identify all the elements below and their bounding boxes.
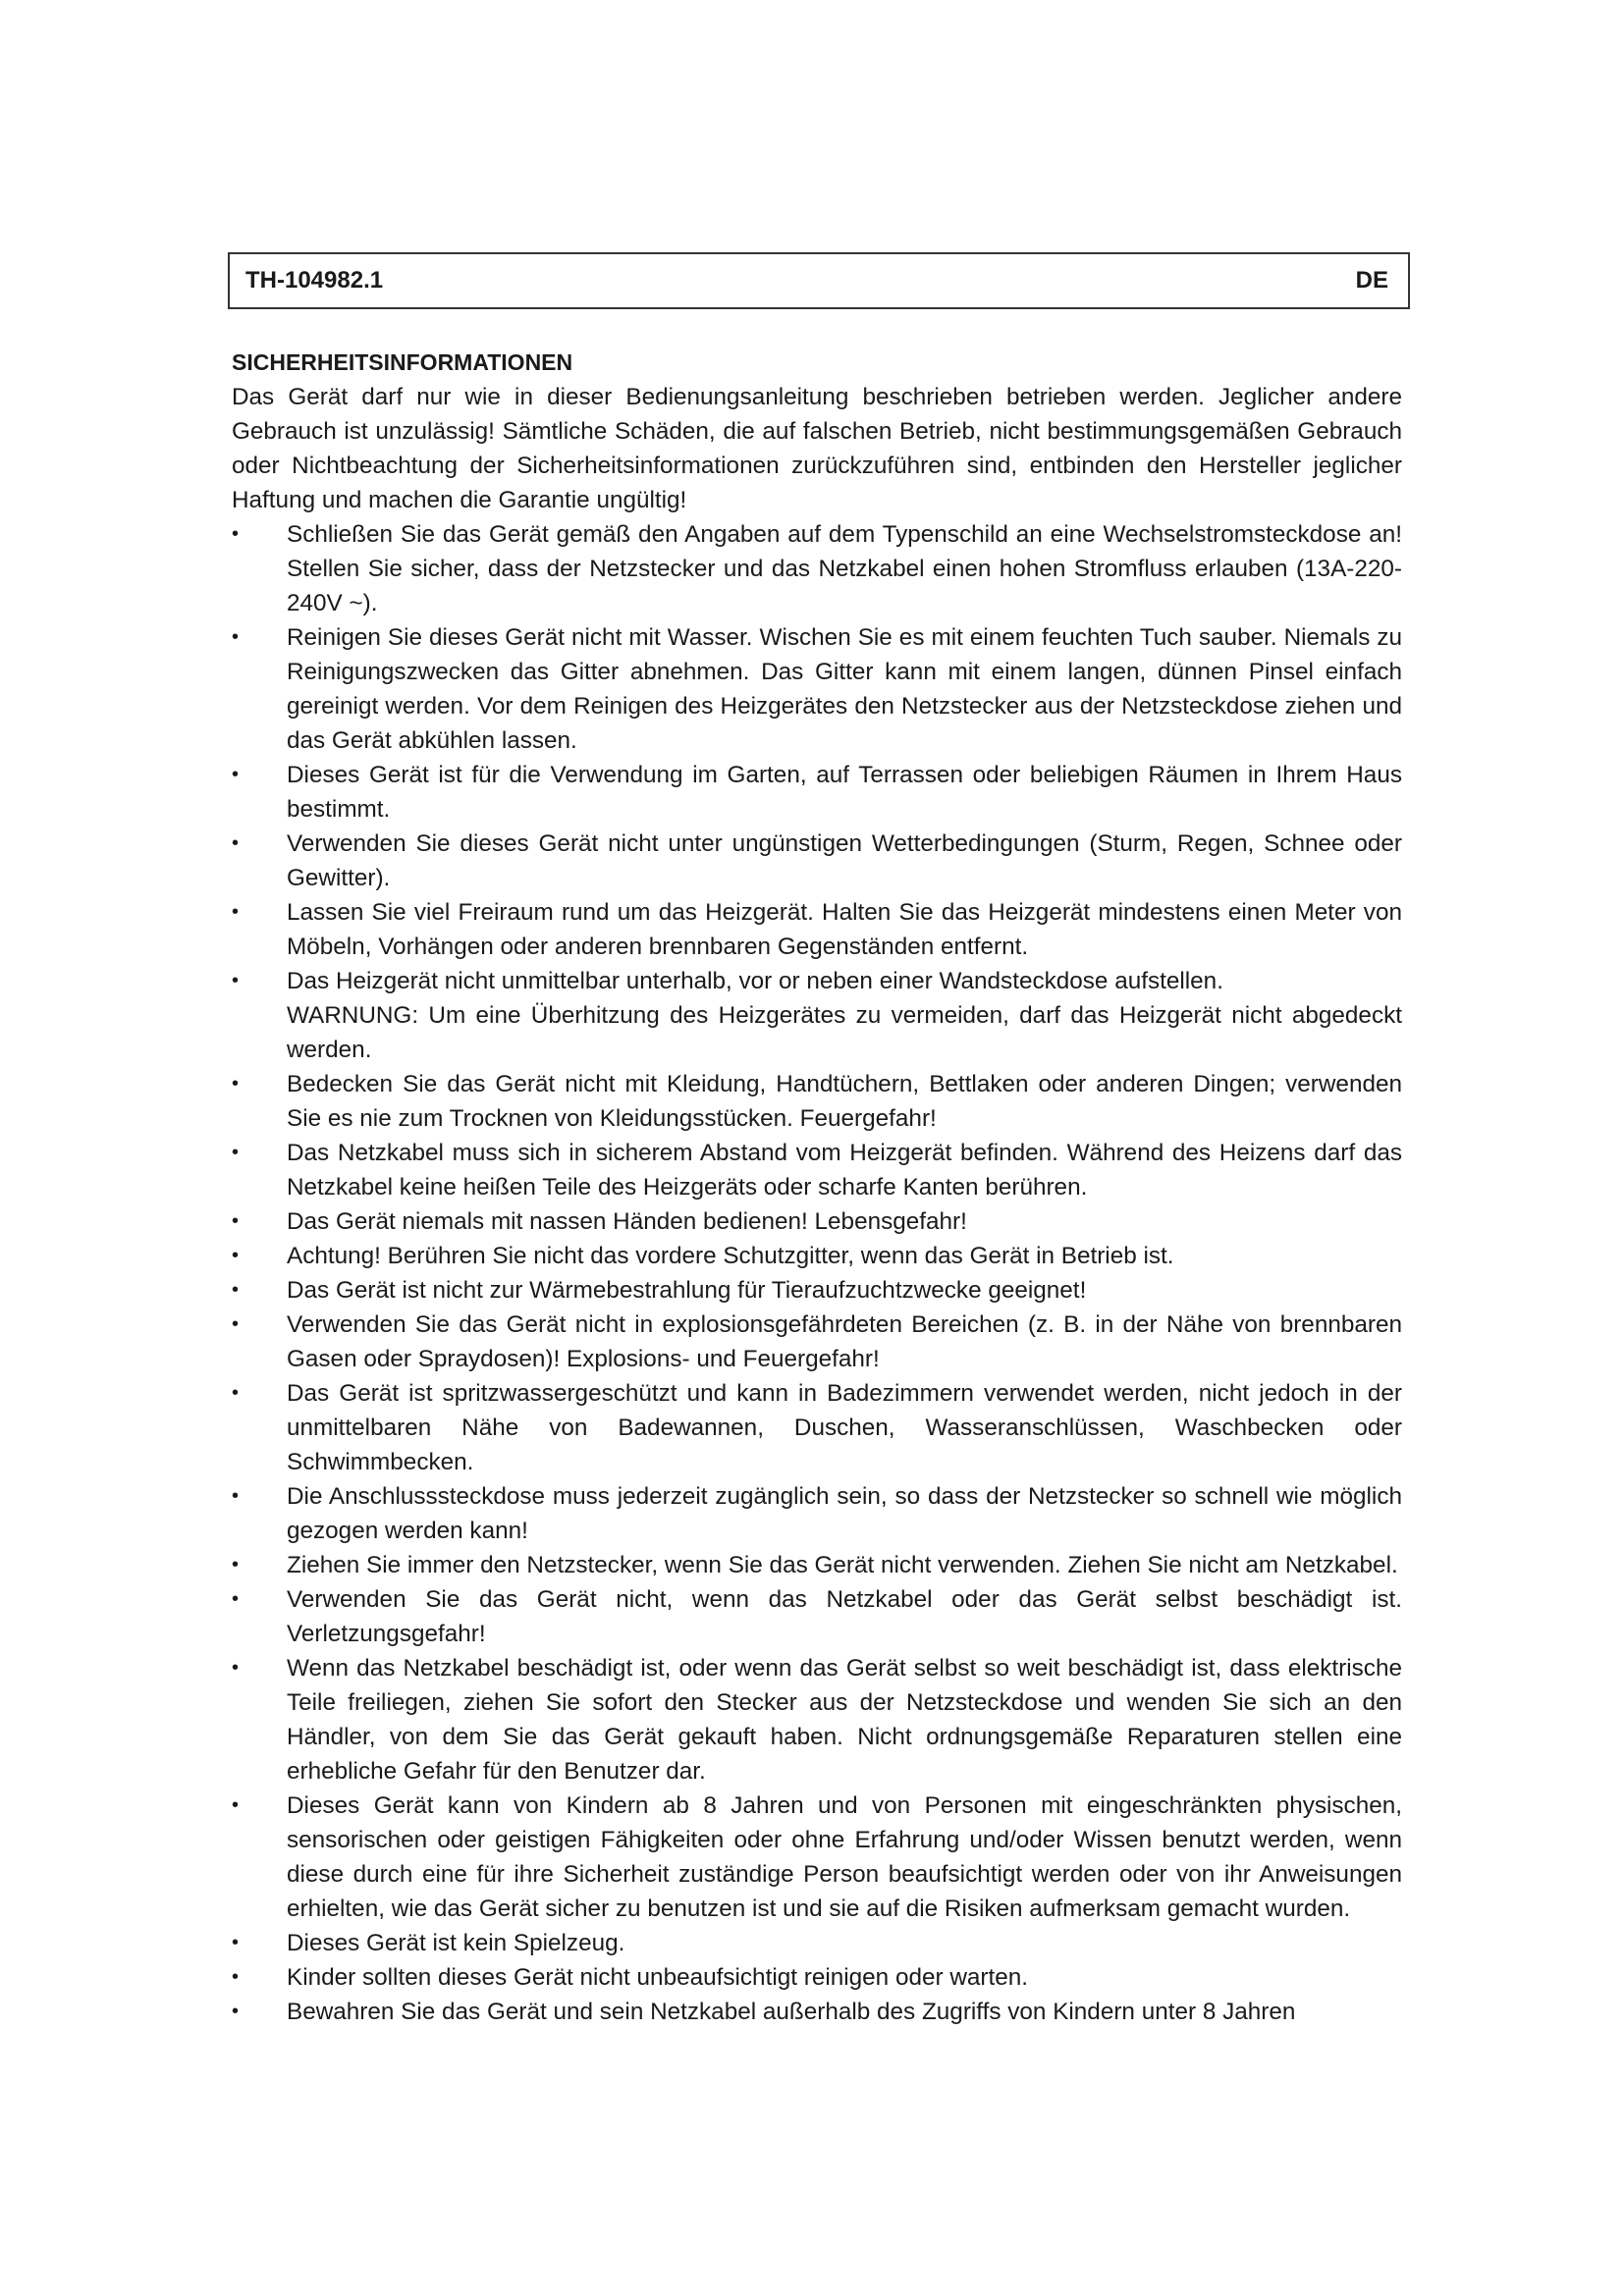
list-item-text: Schließen Sie das Gerät gemäß den Angaben auf dem Typenschild an eine Wechselstromsteckdose an! Stellen Sie sicher, dass der Netzstecker und das Netzkabel einen hohen Stromfluss erlauben (13A-220-240V ~). [287,521,1402,616]
safety-list [232,517,1402,2029]
list-item [232,827,1402,895]
list-item-text: Das Heizgerät nicht unmittelbar unterhalb, vor or neben einer Wandsteckdose aufstellen. [287,968,1223,994]
list-item-text: Das Gerät ist nicht zur Wärmebestrahlung für Tieraufzuchtzwecke geeignet! [287,1277,1087,1304]
bullet: • [232,1932,240,1953]
list-item-text: Ziehen Sie immer den Netzstecker, wenn Sie das Gerät nicht verwenden. Ziehen Sie nicht am Netzkabel. [287,1552,1398,1578]
bullet: • [232,832,240,854]
list-item-text: Bewahren Sie das Gerät und sein Netzkabel außerhalb des Zugriffs von Kindern unter 8 Jahren [287,1999,1296,2025]
list-item-text: Das Gerät niemals mit nassen Händen bedienen! Lebensgefahr! [287,1208,967,1235]
bullet: • [232,1142,240,1163]
list-item-text: Verwenden Sie dieses Gerät nicht unter ungünstigen Wetterbedingungen (Sturm, Regen, Schnee oder Gewitter). [287,830,1402,891]
list-item [232,1136,1402,1204]
list-item [232,1273,1402,1308]
list-item [232,1067,1402,1136]
list-item-text: Das Gerät ist spritzwassergeschützt und kann in Badezimmern verwendet werden, nicht jedoch in der unmittelbaren Nähe von Badewannen, Duschen, Wasseranschlüssen, Waschbecken oder Schwimmbecken. [287,1380,1402,1475]
list-item-text: Dieses Gerät ist kein Spielzeug. [287,1930,625,1956]
bullet: • [232,523,240,545]
document-code: TH-104982.1 [245,267,384,294]
list-item [232,620,1402,758]
list-item-text: Dieses Gerät ist für die Verwendung im Garten, auf Terrassen oder beliebigen Räumen in Ihrem Haus bestimmt. [287,762,1402,823]
bullet: • [232,2001,240,2022]
list-item [232,1926,1402,1960]
document-header [228,252,1410,309]
safety-section [232,346,1402,2029]
list-item [232,1960,1402,1995]
list-item-text: Die Anschlusssteckdose muss jederzeit zugänglich sein, so dass der Netzstecker so schnell wie möglich gezogen werden kann! [287,1483,1402,1544]
list-item-text: Verwenden Sie das Gerät nicht, wenn das Netzkabel oder das Gerät selbst beschädigt ist. Verletzungsgefahr! [287,1586,1402,1647]
bullet: • [232,1382,240,1404]
bullet: • [232,626,240,648]
list-item-text: Lassen Sie viel Freiraum rund um das Heizgerät. Halten Sie das Heizgerät mindestens einen Meter von Möbeln, Vorhängen oder anderen brennbaren Gegenständen entfernt. [287,899,1402,960]
bullet: • [232,1279,240,1301]
list-item-text: Das Netzkabel muss sich in sicherem Abstand vom Heizgerät befinden. Während des Heizens darf das Netzkabel keine heißen Teile des Heizgeräts oder scharfe Kanten berühren. [287,1140,1402,1201]
section-intro: Das Gerät darf nur wie in dieser Bedienungsanleitung beschrieben betrieben werden. Jeglicher andere Gebrauch ist unzulässig! Sämtliche Schäden, die auf falschen Betrieb, nicht bestimmungsgemäßen Gebrauch oder Nichtbeachtung der Sicherheitsinformationen zurückzuführen sind, entbinden den Hersteller jeglicher Haftung und machen die Garantie ungültig! [232,384,1402,513]
list-item [232,1479,1402,1548]
list-item [232,1376,1402,1479]
bullet: • [232,1554,240,1575]
list-item [232,1239,1402,1273]
language-code: DE [1355,267,1388,294]
bullet: • [232,1210,240,1232]
list-item [232,1548,1402,1582]
list-item-text: Reinigen Sie dieses Gerät nicht mit Wasser. Wischen Sie es mit einem feuchten Tuch sauber. Niemals zu Reinigungszwecken das Gitter abnehmen. Das Gitter kann mit einem langen, dünnen Pinsel einfach gereinigt werden. Vor dem Reinigen des Heizgerätes den Netzstecker aus der Netzsteckdose ziehen und das Gerät abkühlen lassen. [287,624,1402,754]
list-item [232,1582,1402,1651]
list-item-text: Kinder sollten dieses Gerät nicht unbeaufsichtigt reinigen oder warten. [287,1964,1028,1991]
list-item [232,517,1402,620]
list-item [232,1308,1402,1376]
bullet: • [232,1073,240,1095]
bullet: • [232,970,240,991]
list-item-text: Achtung! Berühren Sie nicht das vordere Schutzgitter, wenn das Gerät in Betrieb ist. [287,1243,1174,1269]
list-item [232,1204,1402,1239]
bullet: • [232,1485,240,1507]
bullet: • [232,1794,240,1816]
bullet: • [232,764,240,785]
section-title: SICHERHEITSINFORMATIONEN [232,349,573,375]
list-item [232,1789,1402,1926]
bullet: • [232,1966,240,1988]
list-item [232,964,1402,1067]
bullet: • [232,901,240,923]
list-item [232,895,1402,964]
list-item-text: Verwenden Sie das Gerät nicht in explosionsgefährdeten Bereichen (z. B. in der Nähe von brennbaren Gasen oder Spraydosen)! Explosions- und Feuergefahr! [287,1311,1402,1372]
list-item [232,758,1402,827]
list-item-text: Bedecken Sie das Gerät nicht mit Kleidung, Handtüchern, Bettlaken oder anderen Dingen; verwenden Sie es nie zum Trocknen von Kleidungsstücken. Feuergefahr! [287,1071,1402,1132]
warning-note: WARNUNG: Um eine Überhitzung des Heizgerätes zu vermeiden, darf das Heizgerät nicht abgedeckt werden. [287,1002,1402,1063]
list-item [232,1651,1402,1789]
bullet: • [232,1588,240,1610]
list-item-text: Dieses Gerät kann von Kindern ab 8 Jahren und von Personen mit eingeschränkten physischen, sensorischen oder geistigen Fähigkeiten oder ohne Erfahrung und/oder Wissen benutzt werden, wenn diese durch eine für ihre Sicherheit zuständige Person beaufsichtigt werden oder von ihr Anweisungen erhielten, wie das Gerät sicher zu benutzen ist und sie auf die Risiken aufmerksam gemacht wurden. [287,1792,1402,1922]
bullet: • [232,1657,240,1679]
bullet: • [232,1245,240,1266]
list-item-text: Wenn das Netzkabel beschädigt ist, oder wenn das Gerät selbst so weit beschädigt ist, dass elektrische Teile freiliegen, ziehen Sie sofort den Stecker aus der Netzsteckdose und wenden Sie sich an den Händler, von dem Sie das Gerät gekauft haben. Nicht ordnungsgemäße Reparaturen stellen eine erhebliche Gefahr für den Benutzer dar. [287,1655,1402,1785]
bullet: • [232,1313,240,1335]
list-item [232,1995,1402,2029]
